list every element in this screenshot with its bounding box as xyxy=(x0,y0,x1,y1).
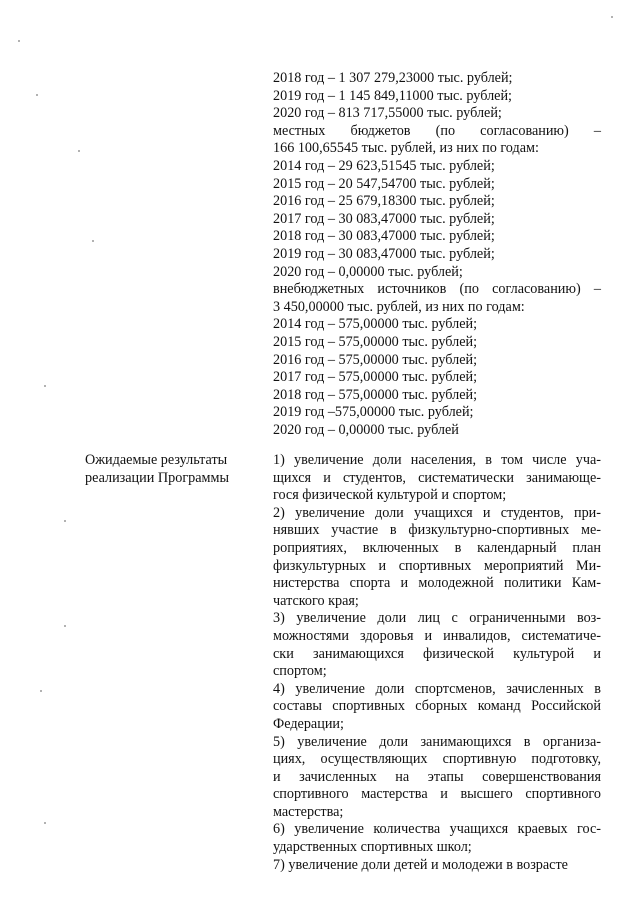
result-line: 5) увеличение доли занимающихся в организа- xyxy=(273,733,601,750)
financing-sources-block xyxy=(273,70,601,439)
scan-speck xyxy=(36,94,38,96)
financing-line: 2015 год – 575,00000 тыс. рублей; xyxy=(273,333,478,350)
result-line: 6) увеличение количества учащихся краевых гос- xyxy=(273,821,601,838)
scan-speck xyxy=(611,16,613,18)
result-line: физкультурных и спортивных мероприятий Ми- xyxy=(273,557,601,574)
result-line: нявших участие в физкультурно-спортивных ме- xyxy=(273,522,601,539)
financing-line: 2016 год – 25 679,18300 тыс. рублей; xyxy=(273,193,495,210)
scan-speck xyxy=(44,385,46,387)
financing-line: 166 100,65545 тыс. рублей, из них по годам: xyxy=(273,140,539,157)
result-item xyxy=(273,681,601,734)
scan-speck xyxy=(78,150,80,152)
section-label-line: Ожидаемые результаты xyxy=(85,452,228,468)
result-line: 1) увеличение доли населения, в том числе уча- xyxy=(273,452,601,468)
result-line: циях, осуществляющих спортивную подготовку, xyxy=(273,751,601,768)
result-line: можностями здоровья и инвалидов, систематиче- xyxy=(273,627,601,644)
result-line: 4) увеличение доли спортсменов, зачисленных в xyxy=(273,680,601,697)
financing-line: 2014 год – 575,00000 тыс. рублей; xyxy=(273,316,478,333)
financing-line: 2018 год – 1 307 279,23000 тыс. рублей; xyxy=(273,70,513,86)
result-line: Федерации; xyxy=(273,715,344,732)
financing-line: 2020 год – 0,00000 тыс. рублей xyxy=(273,421,459,438)
scan-speck xyxy=(64,520,66,522)
financing-line: внебюджетных источников (по согласованию) – xyxy=(273,281,601,298)
financing-line: 2018 год – 575,00000 тыс. рублей; xyxy=(273,386,478,403)
result-item xyxy=(273,452,601,505)
financing-line: 2019 год – 1 145 849,11000 тыс. рублей; xyxy=(273,87,512,104)
financing-line: 3 450,00000 тыс. рублей, из них по годам: xyxy=(273,298,525,315)
scan-speck xyxy=(92,240,94,242)
financing-line: 2020 год – 0,00000 тыс. рублей; xyxy=(273,263,463,280)
section-label-line: реализации Программы xyxy=(85,469,230,486)
result-line: 2) увеличение доли учащихся и студентов, при- xyxy=(273,504,601,521)
result-item xyxy=(273,734,601,822)
financing-line: 2016 год – 575,00000 тыс. рублей; xyxy=(273,351,478,368)
result-line: 7) увеличение доли детей и молодежи в возрасте xyxy=(273,856,568,873)
result-line: спортивного мастерства и высшего спортивного xyxy=(273,786,601,803)
result-line: щихся и студентов, систематически занимающе- xyxy=(273,469,601,486)
result-line: мастерства; xyxy=(273,803,344,820)
result-line: гося физической культурой и спортом; xyxy=(273,487,507,504)
result-line: чатского края; xyxy=(273,592,359,609)
financing-line: местных бюджетов (по согласованию) – xyxy=(273,122,601,139)
result-line: 3) увеличение доли лиц с ограниченными воз- xyxy=(273,610,601,627)
financing-line: 2017 год – 30 083,47000 тыс. рублей; xyxy=(273,210,495,227)
result-item xyxy=(273,821,601,856)
section-label-expected-results xyxy=(85,452,255,487)
result-line: спортом; xyxy=(273,663,327,680)
scan-speck xyxy=(18,40,20,42)
result-line: нистерства спорта и молодежной политики Кам- xyxy=(273,575,601,592)
result-item xyxy=(273,857,601,875)
result-line: ски занимающихся физической культурой и xyxy=(273,645,601,662)
result-line: составы спортивных сборных команд Российской xyxy=(273,698,601,715)
result-line: роприятиях, включенных в календарный план xyxy=(273,539,601,556)
financing-line: 2020 год – 813 717,55000 тыс. рублей; xyxy=(273,105,502,122)
financing-line: 2019 год –575,00000 тыс. рублей; xyxy=(273,404,474,421)
financing-line: 2019 год – 30 083,47000 тыс. рублей; xyxy=(273,245,495,262)
scan-speck xyxy=(64,625,66,627)
expected-results-list xyxy=(273,452,601,874)
result-line: ударственных спортивных школ; xyxy=(273,839,472,856)
result-item xyxy=(273,610,601,680)
financing-line: 2015 год – 20 547,54700 тыс. рублей; xyxy=(273,175,495,192)
financing-line: 2017 год – 575,00000 тыс. рублей; xyxy=(273,369,478,386)
financing-line: 2018 год – 30 083,47000 тыс. рублей; xyxy=(273,228,495,245)
result-item xyxy=(273,505,601,611)
scan-speck xyxy=(44,822,46,824)
result-line: и зачисленных на этапы совершенствования xyxy=(273,768,601,785)
scan-speck xyxy=(40,690,42,692)
financing-line: 2014 год – 29 623,51545 тыс. рублей; xyxy=(273,157,495,174)
